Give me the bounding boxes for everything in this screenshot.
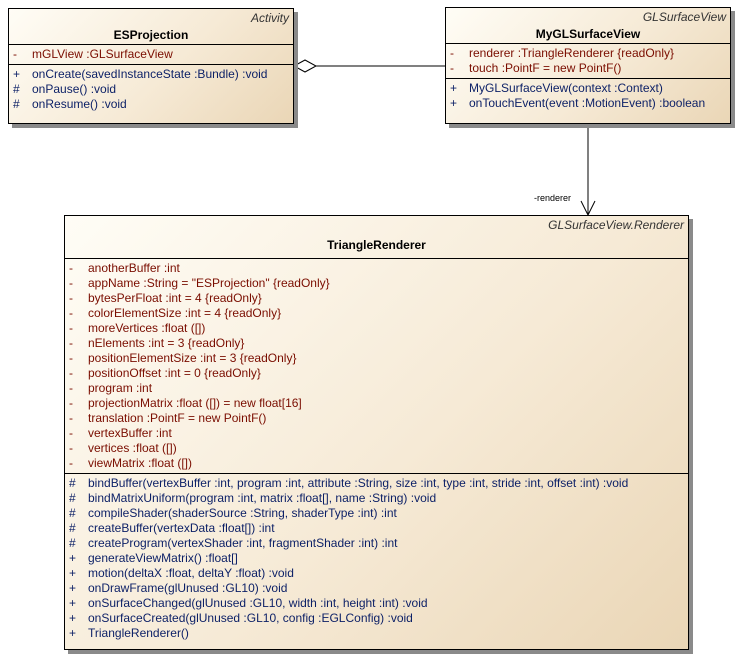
class-trianglerenderer[interactable]: [64, 215, 689, 650]
attribute-row: [65, 426, 688, 441]
operation-row: [9, 82, 293, 97]
operation-text: TriangleRenderer(): [88, 626, 189, 640]
visibility-marker: -: [69, 276, 73, 290]
attribute-text: bytesPerFloat :int = 4 {readOnly}: [88, 291, 262, 305]
attribute-row: [446, 61, 730, 76]
attribute-text: mGLView :GLSurfaceView: [32, 47, 173, 61]
stereotype-label: GLSurfaceView: [642, 10, 726, 24]
attribute-row: [65, 261, 688, 276]
visibility-marker: #: [69, 491, 76, 505]
visibility-marker: -: [450, 46, 454, 60]
attribute-text: vertexBuffer :int: [88, 426, 172, 440]
attribute-text: viewMatrix :float ([]): [88, 456, 193, 470]
visibility-marker: -: [450, 61, 454, 75]
visibility-marker: -: [69, 291, 73, 305]
visibility-marker: +: [69, 566, 77, 580]
attribute-text: projectionMatrix :float ([]) = new float[16]: [88, 396, 302, 410]
operation-text: createBuffer(vertexData :float[]) :int: [88, 521, 275, 535]
visibility-marker: +: [69, 551, 77, 565]
operation-row: [65, 491, 688, 506]
operation-text: onDrawFrame(glUnused :GL10) :void: [88, 581, 288, 595]
class-esprojection[interactable]: [8, 8, 294, 124]
visibility-marker: -: [69, 366, 73, 380]
attribute-row: [65, 441, 688, 456]
operation-row: [65, 476, 688, 491]
operation-text: MyGLSurfaceView(context :Context): [469, 81, 663, 95]
operation-text: motion(deltaX :float, deltaY :float) :void: [88, 566, 294, 580]
attribute-row: [65, 396, 688, 411]
attribute-row: [65, 381, 688, 396]
attribute-text: nElements :int = 3 {readOnly}: [88, 336, 245, 350]
operation-text: bindBuffer(vertexBuffer :int, program :int, attribute :String, size :int, type :int, stride :int, offset :int) :void: [88, 476, 629, 490]
visibility-marker: -: [69, 351, 73, 365]
attributes-section: [65, 258, 688, 473]
operation-text: onCreate(savedInstanceState :Bundle) :void: [32, 67, 268, 81]
attribute-row: [9, 47, 293, 62]
operation-row: [9, 97, 293, 112]
visibility-marker: -: [69, 456, 73, 470]
operation-text: onPause() :void: [32, 82, 117, 96]
attribute-row: [65, 276, 688, 291]
visibility-marker: -: [69, 396, 73, 410]
visibility-marker: -: [69, 336, 73, 350]
operation-row: [65, 506, 688, 521]
attribute-text: colorElementSize :int = 4 {readOnly}: [88, 306, 282, 320]
visibility-marker: -: [13, 47, 17, 61]
attribute-row: [65, 411, 688, 426]
attribute-text: positionOffset :int = 0 {readOnly}: [88, 366, 261, 380]
class-name: TriangleRenderer: [327, 238, 426, 252]
attribute-text: anotherBuffer :int: [88, 261, 180, 275]
attribute-row: [65, 336, 688, 351]
operation-row: [65, 596, 688, 611]
visibility-marker: -: [69, 441, 73, 455]
attribute-row: [65, 306, 688, 321]
operation-text: bindMatrixUniform(program :int, matrix :float[], name :String) :void: [88, 491, 437, 505]
attribute-row: [65, 366, 688, 381]
attribute-text: touch :PointF = new PointF(): [469, 61, 622, 75]
attribute-text: appName :String = "ESProjection" {readOnly}: [88, 276, 330, 290]
class-name: ESProjection: [113, 28, 189, 42]
visibility-marker: -: [69, 411, 73, 425]
visibility-marker: #: [69, 536, 76, 550]
attributes-section: [446, 43, 730, 78]
class-myglsurfaceview[interactable]: [445, 7, 731, 124]
visibility-marker: +: [69, 611, 77, 625]
class-name: MyGLSurfaceView: [535, 27, 641, 41]
operation-text: generateViewMatrix() :float[]: [88, 551, 238, 565]
visibility-marker: -: [69, 261, 73, 275]
operations-section: [65, 473, 688, 643]
stereotype-label: GLSurfaceView.Renderer: [548, 218, 684, 232]
attribute-row: [65, 321, 688, 336]
stereotype-label: Activity: [250, 11, 289, 25]
attribute-text: program :int: [88, 381, 153, 395]
attribute-row: [65, 456, 688, 471]
attribute-text: moreVertices :float ([]): [88, 321, 206, 335]
visibility-marker: +: [69, 596, 77, 610]
operation-row: [65, 521, 688, 536]
visibility-marker: +: [69, 626, 77, 640]
attributes-section: [9, 44, 293, 64]
operation-row: [65, 536, 688, 551]
operations-section: [446, 78, 730, 113]
visibility-marker: #: [69, 476, 76, 490]
operation-row: [65, 566, 688, 581]
operation-text: compileShader(shaderSource :String, shaderType :int) :int: [88, 506, 397, 520]
attribute-text: positionElementSize :int = 3 {readOnly}: [88, 351, 297, 365]
operation-row: [65, 611, 688, 626]
operation-row: [65, 581, 688, 596]
operation-row: [446, 96, 730, 111]
visibility-marker: -: [69, 306, 73, 320]
attribute-row: [65, 351, 688, 366]
operation-text: onTouchEvent(event :MotionEvent) :boolean: [469, 96, 706, 110]
visibility-marker: -: [69, 321, 73, 335]
operation-text: onResume() :void: [32, 97, 127, 111]
visibility-marker: #: [69, 506, 76, 520]
operations-section: [9, 64, 293, 114]
visibility-marker: #: [13, 82, 20, 96]
operation-row: [65, 626, 688, 641]
attribute-text: translation :PointF = new PointF(): [88, 411, 267, 425]
visibility-marker: -: [69, 426, 73, 440]
renderer-role-label: -renderer: [534, 193, 572, 203]
visibility-marker: -: [69, 381, 73, 395]
visibility-marker: #: [69, 521, 76, 535]
aggregation-diamond: [294, 60, 316, 72]
attribute-row: [446, 46, 730, 61]
operation-text: onSurfaceChanged(glUnused :GL10, width :int, height :int) :void: [88, 596, 428, 610]
operation-text: onSurfaceCreated(glUnused :GL10, config :EGLConfig) :void: [88, 611, 413, 625]
attribute-text: vertices :float ([]): [88, 441, 177, 455]
visibility-marker: #: [13, 97, 20, 111]
operation-row: [9, 67, 293, 82]
attribute-row: [65, 291, 688, 306]
operation-text: createProgram(vertexShader :int, fragmentShader :int) :int: [88, 536, 398, 550]
visibility-marker: +: [69, 581, 77, 595]
visibility-marker: +: [450, 81, 458, 95]
visibility-marker: +: [450, 96, 458, 110]
operation-row: [65, 551, 688, 566]
visibility-marker: +: [13, 67, 21, 81]
operation-row: [446, 81, 730, 96]
attribute-text: renderer :TriangleRenderer {readOnly}: [469, 46, 675, 60]
